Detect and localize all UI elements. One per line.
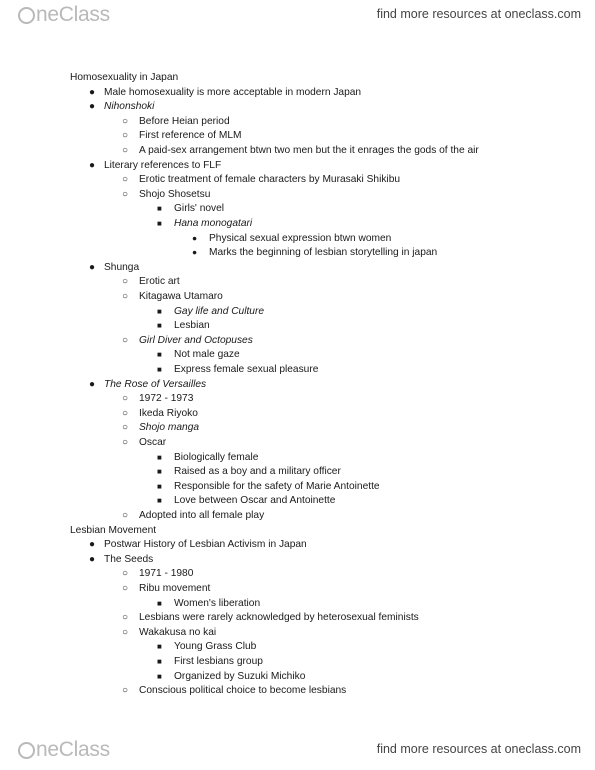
bullet-marker: ○: [122, 393, 129, 405]
outline-item: 1972 - 1973: [139, 393, 194, 405]
bullet-marker: ●: [192, 232, 198, 243]
bullet-marker: ●: [89, 86, 96, 98]
bullet-marker: ○: [122, 407, 129, 419]
section-heading: Lesbian Movement: [70, 524, 157, 536]
header-tagline[interactable]: find more resources at oneclass.com: [376, 7, 581, 21]
logo-circle-icon: [18, 7, 35, 24]
bullet-marker: ○: [122, 334, 129, 346]
outline-item: Shojo manga: [139, 422, 200, 434]
outline-item: Raised as a boy and a military officer: [174, 466, 341, 478]
bullet-marker: ○: [122, 130, 129, 142]
bullet-marker: ●: [89, 539, 96, 551]
bullet-marker: ■: [157, 365, 162, 374]
bullet-marker: ●: [89, 159, 96, 171]
logo-text-footer: neClass: [36, 738, 110, 761]
outline-item: Organized by Suzuki Michiko: [174, 670, 306, 682]
outline-item: Erotic treatment of female characters by Murasaki Shikibu: [139, 174, 401, 186]
outline-item: Physical sexual expression btwn women: [209, 232, 392, 244]
outline-item: Girls' novel: [174, 203, 225, 215]
outline-item: Kitagawa Utamaro: [139, 291, 223, 302]
bullet-marker: ●: [192, 247, 198, 258]
outline-item: The Rose of Versailles: [104, 378, 207, 390]
bullet-marker: ○: [122, 115, 129, 127]
logo-circle-icon: [18, 742, 35, 759]
outline-item: Gay life and Culture: [174, 305, 265, 317]
outline-item: Express female sexual pleasure: [174, 364, 319, 375]
bullet-marker: ○: [122, 626, 129, 638]
bullet-marker: ○: [122, 422, 129, 434]
page-header: [0, 0, 595, 30]
bullet-marker: ○: [122, 145, 129, 156]
outline-item: Shojo Shosetsu: [139, 188, 211, 200]
outline-item: Love between Oscar and Antoinette: [174, 495, 336, 507]
outline-item: Not male gaze: [174, 349, 240, 361]
oneclass-logo-footer: [18, 739, 110, 761]
outline-item: Lesbians were rarely acknowledged by heterosexual feminists: [139, 612, 419, 624]
outline-item: Lesbian: [174, 320, 210, 332]
outline-item: Shunga: [104, 261, 140, 273]
outline-item: Hana monogatari: [174, 218, 253, 229]
outline-item: Erotic art: [139, 276, 180, 288]
bullet-marker: ○: [122, 685, 129, 697]
bullet-marker: ■: [157, 452, 162, 462]
bullet-marker: ●: [89, 101, 96, 113]
outline-item: Biologically female: [174, 451, 259, 463]
outline-item: Postwar History of Lesbian Activism in Japan: [104, 539, 307, 551]
outline-item: Women's liberation: [174, 597, 261, 609]
bullet-marker: ■: [157, 467, 162, 477]
bullet-marker: ○: [122, 568, 129, 580]
bullet-marker: ■: [157, 219, 162, 228]
outline-item: Before Heian period: [139, 115, 230, 127]
bullet-marker: ■: [157, 642, 162, 652]
footer-tagline[interactable]: find more resources at oneclass.com: [376, 742, 581, 756]
bullet-marker: ●: [89, 378, 96, 390]
oneclass-logo: [18, 4, 110, 26]
outline-item: Adopted into all female play: [139, 510, 265, 521]
outline-item: Responsible for the safety of Marie Antoinette: [174, 480, 380, 492]
outline-item: Nihonshoki: [104, 101, 155, 113]
outline-item: First reference of MLM: [139, 130, 242, 142]
outline-item: Ikeda Riyoko: [139, 407, 198, 419]
outline-item: Marks the beginning of lesbian storytelling in japan: [209, 247, 438, 259]
bullet-marker: ○: [122, 291, 129, 302]
bullet-marker: ○: [122, 510, 129, 521]
outline-item: Ribu movement: [139, 583, 211, 594]
bullet-marker: ○: [122, 583, 129, 594]
bullet-marker: ■: [157, 350, 162, 360]
outline-item: Male homosexuality is more acceptable in modern Japan: [104, 86, 362, 98]
bullet-marker: ○: [122, 612, 129, 624]
outline-item: Conscious political choice to become lesbians: [139, 685, 347, 697]
bullet-marker: ●: [89, 553, 96, 565]
bullet-marker: ■: [157, 598, 162, 608]
outline-item: Oscar: [139, 437, 167, 448]
outline-item: 1971 - 1980: [139, 568, 194, 580]
outline-item: The Seeds: [104, 553, 154, 565]
outline-item: Girl Diver and Octopuses: [139, 334, 253, 346]
outline-item: Young Grass Club: [174, 641, 257, 653]
bullet-marker: ■: [157, 204, 162, 214]
bullet-marker: ○: [122, 276, 129, 288]
logo-text: neClass: [36, 3, 110, 26]
bullet-marker: ■: [157, 306, 162, 316]
bullet-marker: ■: [157, 671, 162, 681]
bullet-marker: ●: [89, 261, 96, 273]
outline-item: A paid-sex arrangement btwn two men but the it enrages the gods of the air: [139, 145, 479, 156]
outline-item: Literary references to FLF: [104, 159, 222, 171]
outline-item: Wakakusa no kai: [139, 626, 217, 638]
bullet-marker: ■: [157, 496, 162, 506]
bullet-marker: ■: [157, 657, 162, 666]
bullet-marker: ○: [122, 174, 129, 186]
outline-item: First lesbians group: [174, 656, 263, 667]
page-footer: [0, 735, 595, 765]
section-heading: Homosexuality in Japan: [70, 72, 179, 83]
bullet-marker: ○: [122, 437, 129, 448]
bullet-marker: ○: [122, 188, 129, 200]
bullet-marker: ■: [157, 321, 162, 331]
bullet-marker: ■: [157, 481, 162, 491]
